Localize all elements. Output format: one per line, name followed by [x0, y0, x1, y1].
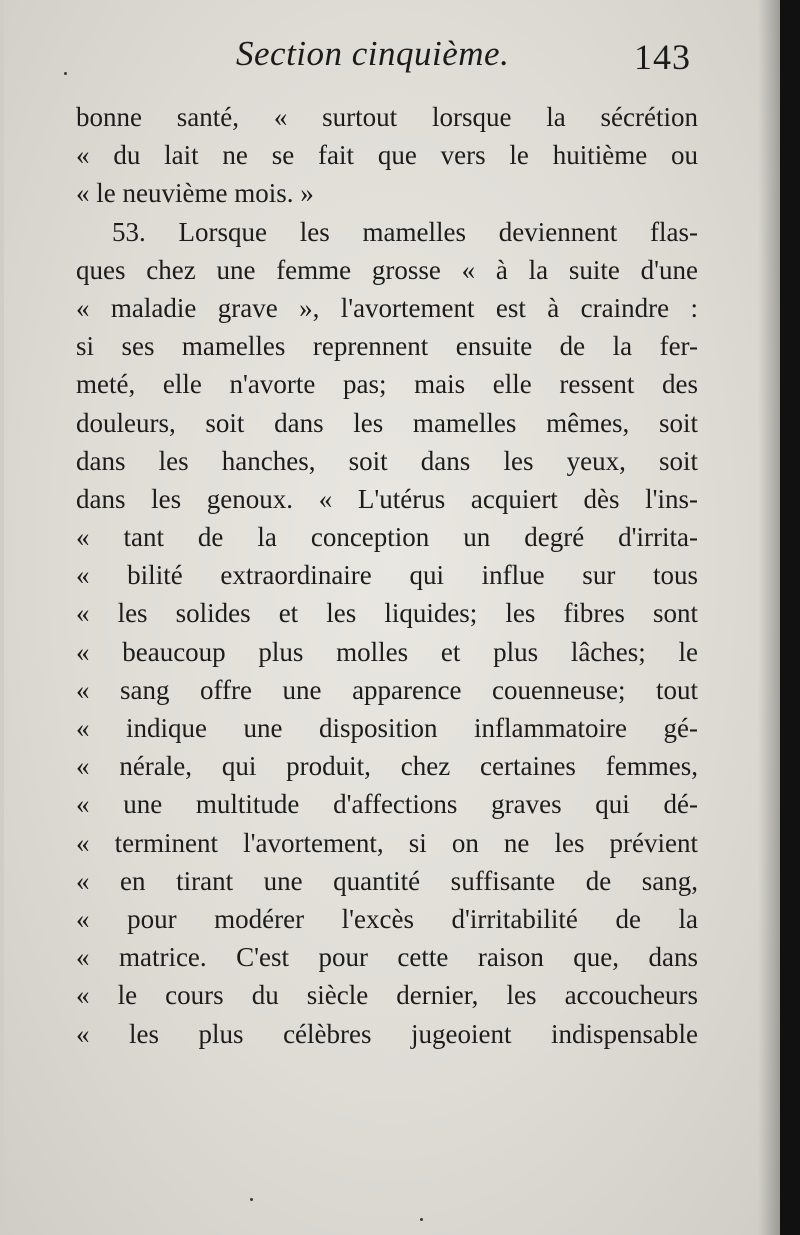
text-line: ques chez une femme grosse « à la suite d'une [76, 254, 698, 285]
text-line: « du lait ne se fait que vers le huitième ou [76, 140, 698, 171]
paper-speck [250, 1198, 253, 1201]
paragraph-start-line: 53. Lorsque les mamelles deviennent flas- [112, 216, 698, 247]
paper-speck [420, 1218, 423, 1221]
paper-speck [64, 72, 67, 75]
text-line: « une multitude d'affections graves qui dé- [76, 789, 698, 820]
text-line: « le cours du siècle dernier, les accoucheurs [76, 980, 698, 1011]
page-edge-shadow [758, 0, 780, 1235]
body-text [76, 98, 698, 1053]
page-header [4, 28, 780, 88]
text-line: « pour modérer l'excès d'irritabilité de la [76, 903, 698, 934]
text-line: bonne santé, « surtout lorsque la sécrétion [76, 102, 698, 132]
text-line: « en tirant une quantité suffisante de sang, [76, 865, 698, 896]
text-line: « les solides et les liquides; les fibres sont [76, 598, 698, 629]
text-line: dans les hanches, soit dans les yeux, soit [76, 445, 698, 476]
text-line: « le neuvième mois. » [76, 178, 314, 209]
text-line: « indique une disposition inflammatoire gé- [76, 713, 698, 743]
text-line: « beaucoup plus molles et plus lâches; le [76, 636, 698, 667]
text-line: « tant de la conception un degré d'irrita- [76, 522, 698, 553]
book-page [4, 0, 780, 1235]
page-number: 143 [634, 37, 691, 77]
text-line: « nérale, qui produit, chez certaines femmes, [76, 751, 698, 782]
text-line: si ses mamelles reprennent ensuite de la fer- [76, 331, 698, 362]
text-line: dans les genoux. « L'utérus acquiert dès l'ins- [76, 483, 698, 514]
text-line: « sang offre une apparence couenneuse; tout [76, 674, 698, 705]
text-line: « maladie grave », l'avortement est à craindre : [76, 292, 698, 323]
running-title: Section cinquième. [236, 34, 510, 73]
text-line: « les plus célèbres jugeoient indispensable [76, 1018, 698, 1049]
text-line: « matrice. C'est pour cette raison que, dans [76, 942, 698, 973]
text-line: « terminent l'avortement, si on ne les prévient [76, 827, 698, 858]
text-line: meté, elle n'avorte pas; mais elle ressent des [76, 369, 698, 400]
text-line: douleurs, soit dans les mamelles mêmes, soit [76, 407, 698, 438]
scan-border [780, 0, 800, 1235]
text-line: « bilité extraordinaire qui influe sur tous [76, 560, 698, 591]
